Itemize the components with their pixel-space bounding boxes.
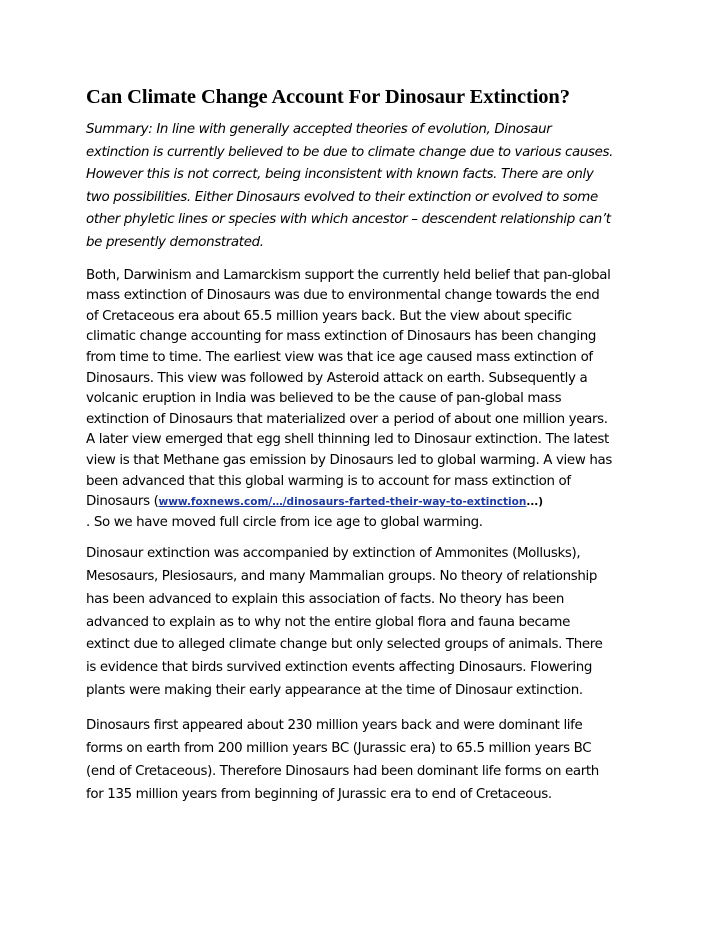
text-line: Both, Darwinism and Lamarckism support the currently held belief that pan-global bbox=[86, 267, 611, 283]
link-prefix: Dinosaurs ( bbox=[86, 494, 159, 510]
text-line: volcanic eruption in India was believed to be the cause of pan-global mass bbox=[86, 391, 562, 407]
body-paragraph-2 bbox=[86, 543, 654, 703]
text-line: However this is not correct, being inconsistent with known facts. There are only bbox=[86, 167, 594, 183]
text-line: extinct due to alleged climate change but only selected groups of animals. There bbox=[86, 637, 603, 653]
text-line: advanced to explain as to why not the entire global flora and fauna became bbox=[86, 614, 570, 630]
body-paragraph-3 bbox=[86, 714, 654, 806]
text-line: of Cretaceous era about 65.5 million years back. But the view about specific bbox=[86, 308, 572, 324]
text-line: Summary: In line with generally accepted theories of evolution, Dinosaur bbox=[86, 122, 552, 137]
text-line: two possibilities. Either Dinosaurs evolved to their extinction or evolved to some bbox=[86, 189, 598, 205]
text-line: Dinosaurs first appeared about 230 million years back and were dominant life bbox=[86, 717, 583, 733]
text-line: been advanced that this global warming is to account for mass extinction of bbox=[86, 473, 571, 489]
text-line: . So we have moved full circle from ice age to global warming. bbox=[86, 514, 483, 530]
document-page bbox=[86, 84, 654, 806]
text-line: for 135 million years from beginning of Jurassic era to end of Cretaceous. bbox=[86, 786, 552, 802]
text-line: A later view emerged that egg shell thinning led to Dinosaur extinction. The latest bbox=[86, 432, 609, 448]
link-line bbox=[86, 492, 654, 513]
text-line: forms on earth from 200 million years BC (Jurassic era) to 65.5 million years BC bbox=[86, 740, 592, 756]
text-line: Dinosaurs. This view was followed by Asteroid attack on earth. Subsequently a bbox=[86, 370, 588, 386]
document-title: Can Climate Change Account For Dinosaur Extinction? bbox=[86, 86, 570, 108]
text-line: view is that Methane gas emission by Dinosaurs led to global warming. A view has bbox=[86, 452, 612, 468]
summary-paragraph bbox=[86, 119, 654, 255]
text-line: has been advanced to explain this association of facts. No theory has been bbox=[86, 591, 565, 607]
text-line: Mesosaurs, Plesiosaurs, and many Mammalian groups. No theory of relationship bbox=[86, 569, 597, 585]
text-line: other phyletic lines or species with which ancestor – descendent relationship can’t bbox=[86, 212, 611, 228]
text-line: extinction is currently believed to be due to climate change due to various causes. bbox=[86, 144, 614, 160]
text-line: is evidence that birds survived extinction events affecting Dinosaurs. Flowering bbox=[86, 660, 592, 676]
text-line: plants were making their early appearance at the time of Dinosaur extinction. bbox=[86, 683, 583, 699]
text-line: from time to time. The earliest view was that ice age caused mass extinction of bbox=[86, 349, 593, 365]
link-suffix: ...) bbox=[526, 496, 544, 509]
text-line: mass extinction of Dinosaurs was due to environmental change towards the end bbox=[86, 288, 600, 304]
text-line: climatic change accounting for mass extinction of Dinosaurs has been changing bbox=[86, 329, 596, 345]
body-paragraph-1 bbox=[86, 266, 654, 534]
text-line: Dinosaur extinction was accompanied by extinction of Ammonites (Mollusks), bbox=[86, 546, 581, 562]
foxnews-link[interactable]: www.foxnews.com/…/dinosaurs-farted-their-way-to-extinction bbox=[158, 496, 527, 509]
text-line: be presently demonstrated. bbox=[86, 234, 264, 250]
text-line: (end of Cretaceous). Therefore Dinosaurs had been dominant life forms on earth bbox=[86, 763, 599, 779]
text-line: extinction of Dinosaurs that materialized over a period of about one million years. bbox=[86, 411, 608, 427]
